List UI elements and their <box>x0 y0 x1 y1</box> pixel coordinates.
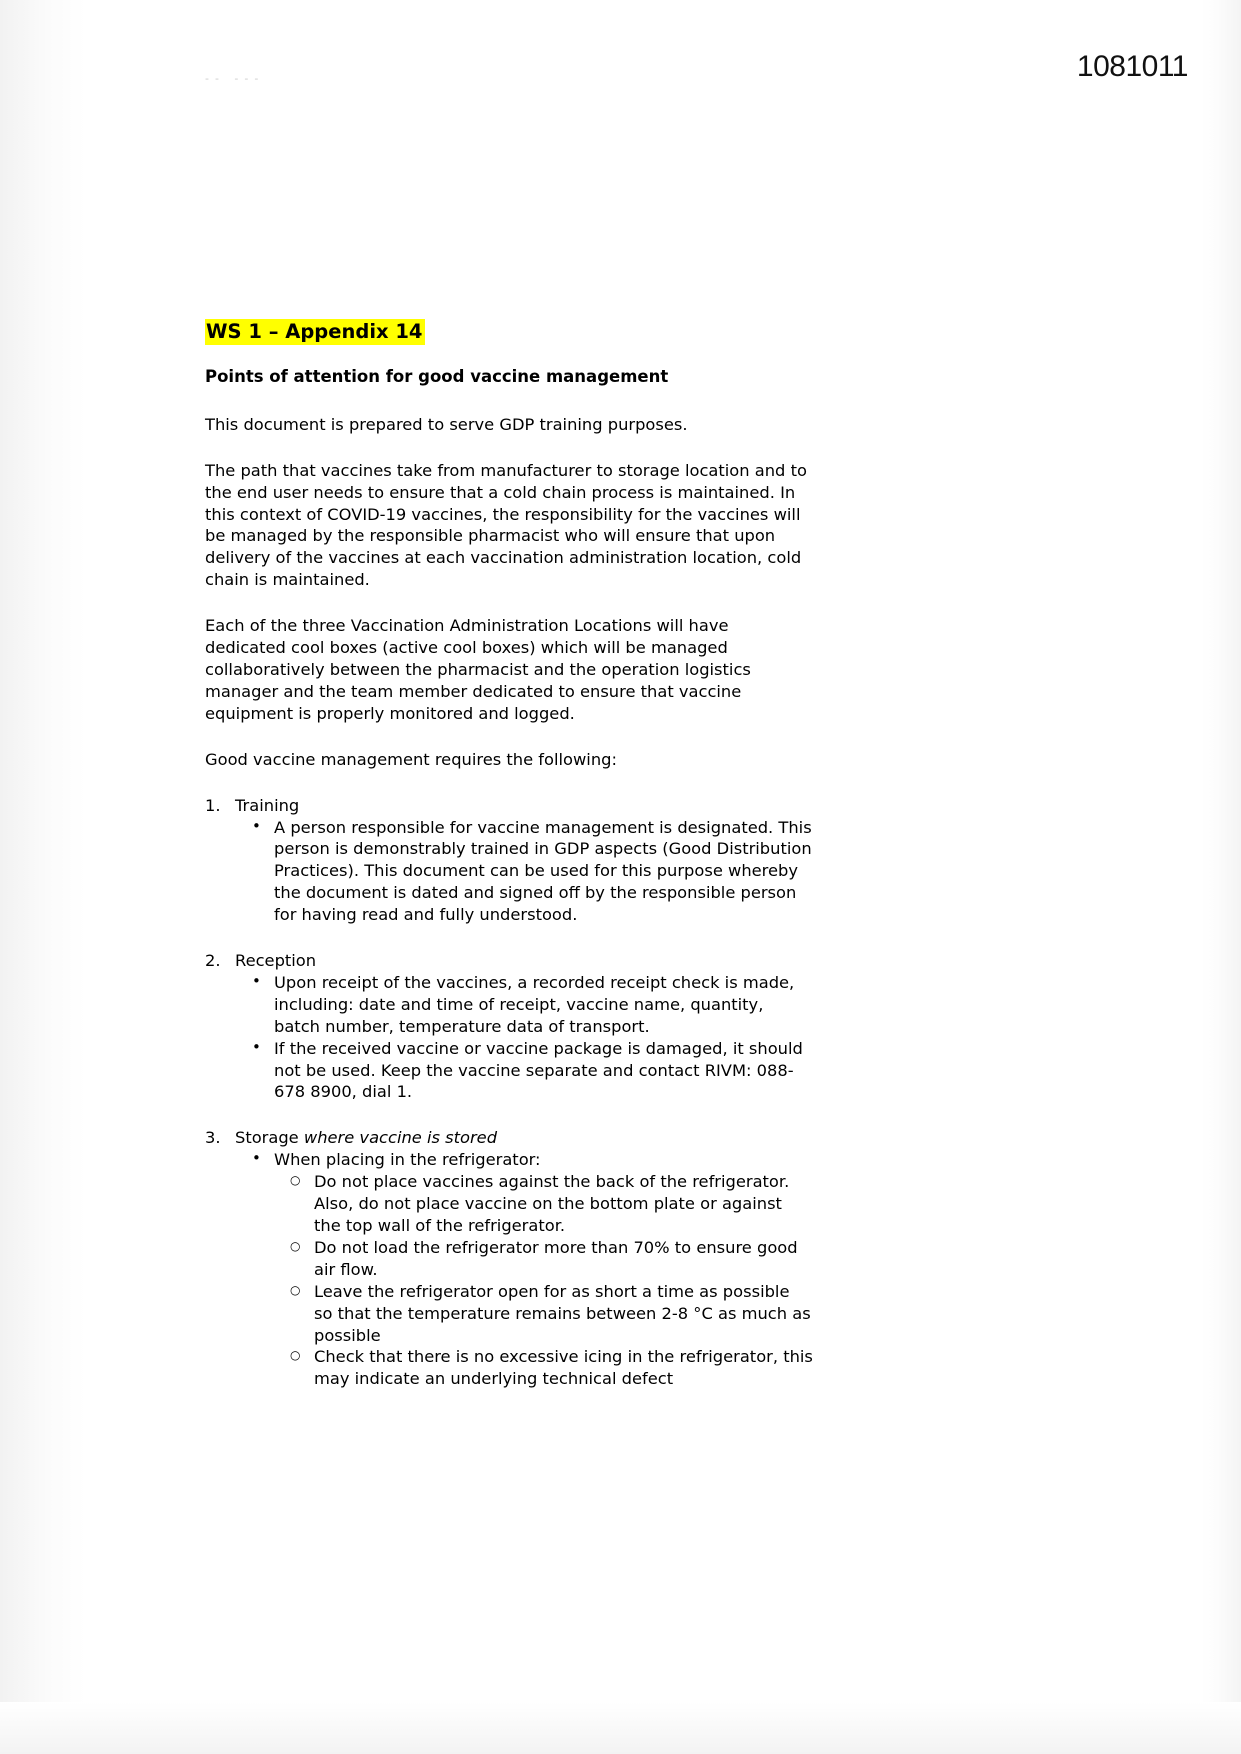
list-item <box>274 1281 813 1347</box>
list-item <box>274 1237 813 1281</box>
bullet-text: A person responsible for vaccine management is designated. This person is demonstrably trained in GDP aspects (Good Distribution Practices). This document can be used for this purpose whereby the document is dated and signed off by the responsible person for having read and fully understood. <box>274 817 812 925</box>
paragraph-cold-chain: The path that vaccines take from manufacturer to storage location and to the end user needs to ensure that a cold chain process is maintained. In this context of COVID-19 vaccines, the responsibility for the vaccines will be managed by the responsible pharmacist who will ensure that upon delivery of the vaccines at each vaccination administration location, cold chain is maintained. <box>205 460 807 590</box>
scan-edge-left <box>0 0 86 1754</box>
reception-bullets <box>235 972 813 1103</box>
list-item-title <box>235 795 813 817</box>
sub-bullet-icon: ○ <box>290 1238 301 1253</box>
list-item-title-text: Storage <box>235 1128 304 1148</box>
sub-bullet-icon: ○ <box>290 1282 301 1297</box>
sub-bullet-icon: ○ <box>290 1348 301 1363</box>
sub-bullet-text: Leave the refrigerator open for as short a time as possible so that the temperature remains between 2-8 °C as much as possible <box>314 1281 811 1345</box>
list-item-title-text: Reception <box>235 951 317 971</box>
list-item-title <box>235 1127 813 1149</box>
list-item-title-text: Training <box>235 795 300 815</box>
requirements-list <box>205 795 813 1391</box>
bullet-icon: • <box>252 971 261 990</box>
sub-bullet-text: Check that there is no excessive icing in the refrigerator, this may indicate an underlying technical defect <box>314 1347 813 1389</box>
paragraph-intro: This document is prepared to serve GDP training purposes. <box>205 414 688 434</box>
storage-bullets <box>235 1149 813 1390</box>
list-item <box>274 1171 813 1237</box>
scan-edge-bottom <box>0 1702 1241 1754</box>
document-subtitle: Points of attention for good vaccine management <box>205 367 669 387</box>
paragraph-requirements-lead-in: Good vaccine management requires the following: <box>205 749 617 769</box>
list-item-title <box>235 950 813 972</box>
list-item <box>235 1038 813 1104</box>
list-item <box>235 817 813 927</box>
refrigerator-subbullets <box>274 1171 813 1390</box>
training-bullets <box>235 817 813 927</box>
list-item-training <box>205 795 813 926</box>
list-item-number: 2. <box>205 951 221 971</box>
sub-bullet-text: Do not place vaccines against the back of the refrigerator. Also, do not place vaccine on the bottom plate or against the top wall of the refrigerator. <box>314 1172 790 1235</box>
document-body <box>205 320 813 1414</box>
list-item-title-italic: where vaccine is stored <box>303 1128 498 1148</box>
list-item-storage <box>205 1127 813 1390</box>
list-item <box>274 1346 813 1390</box>
header-smudge-marks: -- --- <box>205 72 265 82</box>
list-item-reception <box>205 950 813 1103</box>
bullet-icon: • <box>252 1149 261 1168</box>
bullet-icon: • <box>252 816 261 835</box>
sub-bullet-text: Do not load the refrigerator more than 70% to ensure good air flow. <box>314 1237 798 1279</box>
list-item <box>235 1149 813 1390</box>
bullet-text: Upon receipt of the vaccines, a recorded receipt check is made, including: date and time of receipt, vaccine name, quantity, batch number, temperature data of transport. <box>274 972 795 1036</box>
list-item-number: 3. <box>205 1128 221 1148</box>
document-number: 1081011 <box>1076 50 1188 83</box>
bullet-icon: • <box>252 1037 261 1056</box>
sub-bullet-icon: ○ <box>290 1173 301 1188</box>
list-item <box>235 972 813 1038</box>
bullet-text: When placing in the refrigerator: <box>274 1150 541 1170</box>
paragraph-cool-boxes: Each of the three Vaccination Administration Locations will have dedicated cool boxes (active cool boxes) which will be managed collaboratively between the pharmacist and the operation logistics manager and the team member dedicated to ensure that vaccine equipment is properly monitored and logged. <box>205 616 751 723</box>
bullet-text: If the received vaccine or vaccine package is damaged, it should not be used. Keep the vaccine separate and contact RIVM: 088-678 8900, dial 1. <box>274 1038 803 1102</box>
page-title <box>205 320 813 344</box>
page-title-highlighted-text: WS 1 – Appendix 14 <box>206 320 423 343</box>
list-item-number: 1. <box>205 795 221 815</box>
scan-edge-right <box>1201 0 1241 1754</box>
